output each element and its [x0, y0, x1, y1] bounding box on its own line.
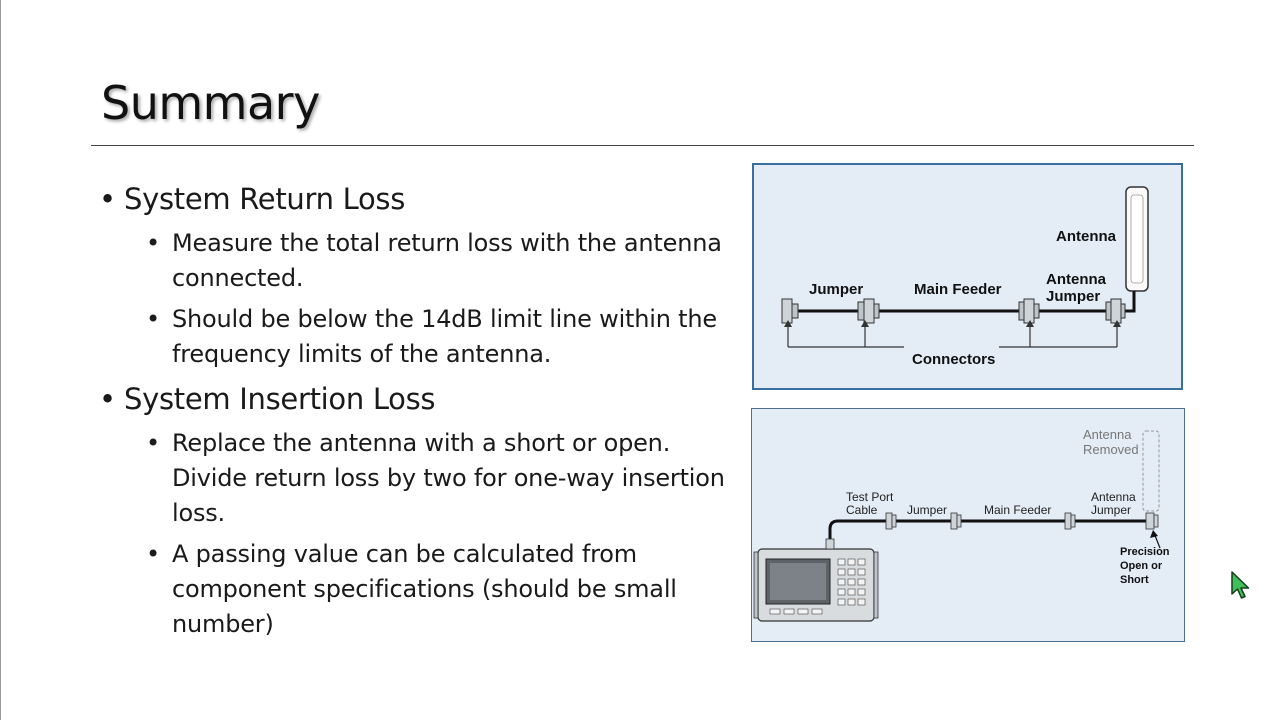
antenna-inner	[1131, 195, 1143, 283]
sub-bullet-text: A passing value can be calculated from component specifications (should be small number)	[172, 540, 677, 638]
label-precision-line2: Open or	[1120, 560, 1163, 572]
sub-bullet	[124, 226, 737, 296]
sub-bullet-text: Measure the total return loss with the antenna connected.	[172, 229, 722, 292]
bullet-label: System Insertion Loss	[124, 382, 436, 416]
label-connectors: Connectors	[912, 351, 996, 368]
test-port-cable	[830, 521, 890, 549]
test-instrument	[754, 549, 878, 621]
title-divider	[91, 145, 1194, 146]
connector-2	[858, 299, 879, 323]
sub-bullet-list	[97, 426, 737, 642]
sub-bullet-list	[97, 226, 737, 372]
label-antenna-jumper-line2: Jumper	[1046, 288, 1101, 305]
test-port-connector	[826, 539, 834, 549]
label-antenna-jumper-line1: Antenna	[1046, 271, 1106, 288]
label-test-port-line1: Test Port	[846, 490, 894, 504]
label-jumper: Jumper	[907, 503, 948, 517]
sub-bullet-text: Replace the antenna with a short or open. Divide return loss by two for one-way insertion loss.	[172, 429, 725, 527]
bullet-system-insertion-loss	[97, 378, 737, 420]
sub-bullet	[124, 426, 737, 531]
connector-3	[1019, 299, 1039, 323]
label-test-port-line2: Cable	[846, 503, 878, 517]
connector-bracket	[788, 325, 1117, 347]
return-loss-diagram-svg	[754, 165, 1181, 388]
label-main-feeder: Main Feeder	[984, 503, 1052, 517]
mouse-pointer-icon	[1230, 570, 1252, 602]
bullet-list	[97, 178, 737, 648]
sub-bullet	[124, 302, 737, 372]
label-jumper: Jumper	[809, 281, 864, 298]
connector-1	[782, 299, 798, 323]
slide-title: Summary	[101, 76, 320, 130]
connector-4	[1106, 299, 1125, 323]
label-antenna-jumper-line2: Jumper	[1091, 503, 1132, 517]
insertion-loss-diagram	[751, 408, 1185, 642]
label-antenna-removed-line1: Antenna	[1083, 427, 1132, 442]
label-antenna-jumper-line1: Antenna	[1091, 490, 1136, 504]
bullet-system-return-loss	[97, 178, 737, 220]
removed-antenna-outline	[1143, 431, 1159, 511]
label-antenna-removed-line2: Removed	[1083, 442, 1139, 457]
label-precision-line1: Precision	[1120, 546, 1170, 558]
label-main-feeder: Main Feeder	[914, 281, 1002, 298]
sub-bullet	[124, 537, 737, 642]
label-precision-line3: Short	[1120, 574, 1149, 586]
return-loss-diagram	[752, 163, 1183, 390]
connector-arrowheads	[784, 320, 1121, 327]
insertion-loss-diagram-svg	[752, 409, 1183, 640]
bullet-label: System Return Loss	[124, 182, 406, 216]
label-antenna: Antenna	[1056, 228, 1116, 245]
sub-bullet-text: Should be below the 14dB limit line within the frequency limits of the antenna.	[172, 305, 717, 368]
precision-arrowhead	[1150, 530, 1158, 538]
